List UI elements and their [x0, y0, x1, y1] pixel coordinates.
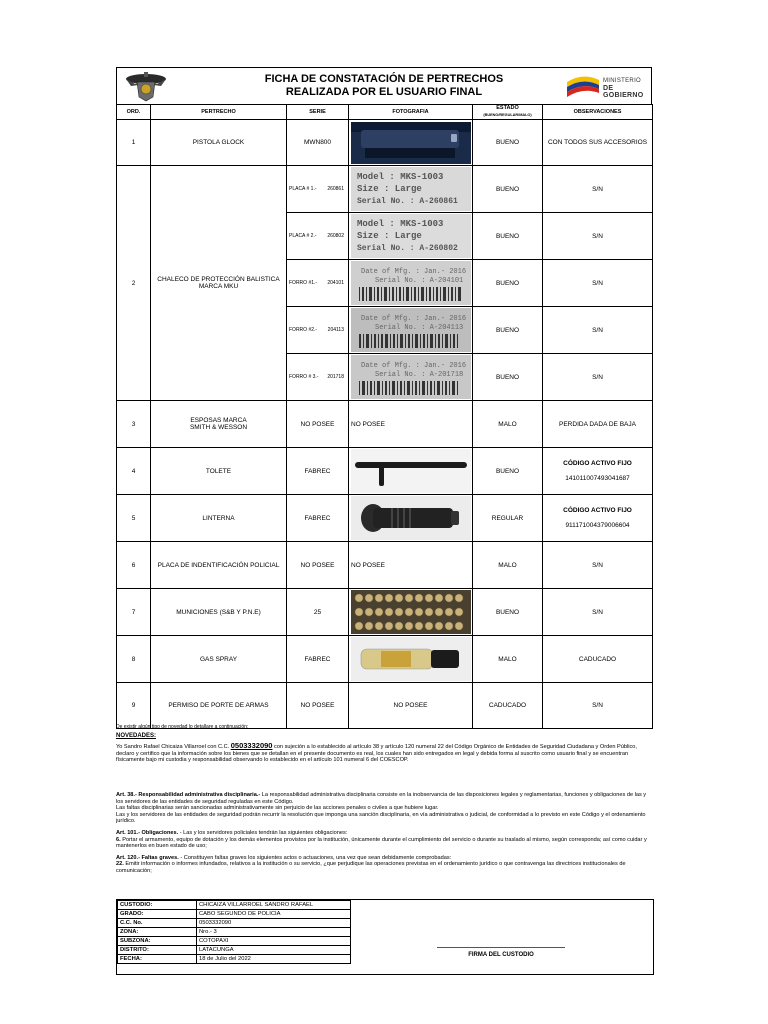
- estado-cell: MALO: [473, 636, 543, 683]
- obs-cell: S/N: [543, 260, 653, 307]
- custody-key: FECHA:: [118, 955, 197, 964]
- photo-cell: [349, 354, 473, 401]
- custody-key: C.C. No.: [118, 919, 197, 928]
- table-row: [118, 937, 351, 946]
- art120-text: - Constituyen faltas graves los siguientes actos o actuaciones, una vez que sean debidamente comprobadas:: [178, 854, 452, 861]
- art120-paragraph: [116, 855, 652, 862]
- photo-cell: NO POSEE: [349, 401, 473, 448]
- serie-cell: MWN800: [287, 120, 349, 166]
- art120-title: Art. 120.- Faltas graves.: [116, 854, 179, 861]
- art38-p3: Las y los servidores de las entidades de seguridad podrán recurrir la resolución que imponga una sanción disciplinaria, en vía administrativa o judicial, de conformidad a lo previsto en este Código y el ordenamiento jurídico.: [116, 811, 646, 825]
- estado-cell: MALO: [473, 401, 543, 448]
- custody-block: [116, 899, 654, 975]
- photo-cell: [349, 120, 473, 166]
- obs-cell: [543, 495, 653, 542]
- serie-label: PLACA # 1.-: [289, 186, 317, 192]
- obs-cell: CON TODOS SUS ACCESORIOS: [543, 120, 653, 166]
- photo-text: Model : MKS-1003: [356, 172, 443, 182]
- estado-cell: MALO: [473, 542, 543, 589]
- custody-key: GRADO:: [118, 910, 197, 919]
- photo-text: Serial No. : A-201718: [374, 371, 463, 379]
- ministry-logo-line-1: MINISTERIO: [603, 78, 642, 84]
- vest-label-photo-icon: [351, 167, 471, 211]
- photo-cell: [349, 213, 473, 260]
- col-pertrecho: PERTRECHO: [151, 105, 287, 120]
- serie-cell: 25: [287, 589, 349, 636]
- custody-key: SUBZONA:: [118, 937, 197, 946]
- photo-text: Serial No. : A-204101: [374, 277, 463, 285]
- photo-text: Date of Mfg. : Jan.- 2016: [360, 268, 466, 276]
- title-line-1: FICHA DE CONSTATACIÓN DE PERTRECHOS: [264, 73, 504, 85]
- flashlight-photo-icon: [351, 496, 471, 540]
- col-estado-label: ESTADO: [496, 105, 519, 111]
- serie-number: 260802: [327, 233, 344, 239]
- table-header-row: [117, 105, 653, 120]
- custody-value: CABO SEGUNDO DE POLICIA: [197, 910, 351, 919]
- novedades-title: NOVEDADES:: [116, 732, 157, 739]
- custody-value: 0503332090: [197, 919, 351, 928]
- estado-cell: BUENO: [473, 448, 543, 495]
- serie-cell: [287, 354, 349, 401]
- obs-cell: S/N: [543, 307, 653, 354]
- table-row: [117, 542, 653, 589]
- table-row: [118, 910, 351, 919]
- table-row: [117, 589, 653, 636]
- photo-text: Size : Large: [356, 231, 422, 241]
- serie-label: PLACA # 2.-: [289, 233, 317, 239]
- item-cell: PISTOLA GLOCK: [151, 120, 287, 166]
- obs-code: 141011007493041687: [565, 475, 630, 482]
- ord-cell: 4: [117, 448, 151, 495]
- ord-cell: 8: [117, 636, 151, 683]
- photo-text: Model : MKS-1003: [356, 219, 443, 229]
- table-row: [118, 928, 351, 937]
- item-cell: CHALECO DE PROTECCIÓN BALISTICA MARCA MKU: [151, 166, 287, 401]
- table-row: [117, 495, 653, 542]
- ord-cell: 9: [117, 683, 151, 729]
- gas-spray-photo-icon: [351, 637, 471, 681]
- obs-cell: S/N: [543, 166, 653, 213]
- ord-cell: 5: [117, 495, 151, 542]
- custody-value: 18 de Julio del 2022: [197, 955, 351, 964]
- ord-cell: 1: [117, 120, 151, 166]
- col-estado-sub: (BUENO/REGULAR/MALO): [483, 113, 532, 117]
- photo-cell: [349, 166, 473, 213]
- ministry-flag-icon: [565, 72, 601, 100]
- serie-cell: FABREC: [287, 636, 349, 683]
- declaration-post: con sujeción a lo establecido al artículo 38 y artículo 120 numeral 22 del Código Orgánico de Entidades de Seguridad Ciudadana y Orden Público, declaro y certifico que la información sobre los bienes que se detallan en el presente documento es real, los cuales han sido entregados en legal y debida forma al suscrito como usuario final y se encuentran físicamente bajo mi custodia y responsabilidad observando lo establecido en el artículo 101 numeral 6 del COESCOP.: [116, 744, 637, 764]
- serie-label: FORRO #1.-: [289, 280, 318, 286]
- serie-label: FORRO #2.-: [289, 327, 318, 333]
- art120-num: 22.: [116, 861, 124, 868]
- serie-cell: [287, 213, 349, 260]
- table-row: [118, 955, 351, 964]
- notes-intro: De existir algún tipo de novedad lo detallare a continuación;: [116, 724, 249, 730]
- ord-cell: 7: [117, 589, 151, 636]
- art38-title: Art. 38.- Responsabilidad administrativa disciplinaria.-: [116, 791, 261, 798]
- title-line-2: REALIZADA POR EL USUARIO FINAL: [285, 86, 483, 98]
- serie-cell: [287, 307, 349, 354]
- ministry-logo: [565, 72, 643, 100]
- photo-cell: [349, 636, 473, 683]
- item-cell: PERMISO DE PORTE DE ARMAS: [151, 683, 287, 729]
- item-cell: [151, 401, 287, 448]
- item-line-2: SMITH & WESSON: [189, 424, 248, 431]
- art101-item-text: Portar el armamento, equipo de dotación y los demás elementos provistos por la institución, únicamente durante el cumplimiento del servicio o durante su traslado al mismo, según corresponda; así como cuidar y mantenerlos en buen estado de uso;: [116, 836, 647, 850]
- custody-value: CHICAIZA VILLARROEL SANDRO RAFAEL: [197, 901, 351, 910]
- estado-cell: BUENO: [473, 307, 543, 354]
- estado-cell: BUENO: [473, 589, 543, 636]
- estado-cell: REGULAR: [473, 495, 543, 542]
- custody-value: COTOPAXI: [197, 937, 351, 946]
- serie-cell: FABREC: [287, 495, 349, 542]
- photo-cell: [349, 448, 473, 495]
- custody-key: CUSTODIO:: [118, 901, 197, 910]
- estado-cell: BUENO: [473, 120, 543, 166]
- ord-cell: 2: [117, 166, 151, 401]
- signature-line: [437, 947, 565, 948]
- serie-number: 204101: [327, 280, 344, 286]
- item-cell: LINTERNA: [151, 495, 287, 542]
- estado-cell: CADUCADO: [473, 683, 543, 729]
- col-serie: SERIE: [287, 105, 349, 120]
- ministry-logo-line-2: DE GOBIERNO: [603, 85, 644, 99]
- form-header: [116, 67, 652, 104]
- art101-text: - Las y los servidores policiales tendrán las siguientes obligaciones:: [178, 829, 348, 836]
- art120-item: [116, 861, 652, 874]
- photo-text: Date of Mfg. : Jan.- 2016: [360, 362, 466, 370]
- ord-cell: 6: [117, 542, 151, 589]
- item-line-1: ESPOSAS MARCA: [190, 417, 247, 424]
- obs-cell: PERDIDA DADA DE BAJA: [543, 401, 653, 448]
- item-cell: GAS SPRAY: [151, 636, 287, 683]
- photo-cell: [349, 307, 473, 354]
- custody-table: [117, 900, 351, 964]
- obs-cell: CADUCADO: [543, 636, 653, 683]
- table-row: [118, 901, 351, 910]
- art38-text: La responsabilidad administrativa disciplinaria consiste en la inobservancia de las disposiciones legales y reglamentarias, funciones y obligaciones de las y los servidores de las entidades de seguridad reguladas en este Código.: [116, 791, 647, 805]
- col-observaciones: OBSERVACIONES: [543, 105, 653, 120]
- art101-paragraph: [116, 830, 652, 837]
- col-ord: ORD.: [117, 105, 151, 120]
- custody-key: DISTRITO:: [118, 946, 197, 955]
- art101-item: [116, 837, 652, 850]
- obs-cell: S/N: [543, 589, 653, 636]
- col-fotografia: FOTOGRAFIA: [349, 105, 473, 120]
- photo-cell: [349, 495, 473, 542]
- obs-title: CÓDIGO ACTIVO FIJO: [563, 460, 632, 467]
- photo-text: Date of Mfg. : Jan.- 2016: [360, 315, 466, 323]
- obs-code: 911171004379006604: [565, 522, 630, 529]
- art38-paragraph: [116, 792, 652, 805]
- signature-label: FIRMA DEL CUSTODIO: [468, 952, 534, 958]
- serie-number: 201718: [327, 374, 344, 380]
- declaration-cc: 0503332090: [230, 741, 273, 751]
- custody-value: Nro.- 3: [197, 928, 351, 937]
- serie-cell: [287, 260, 349, 307]
- table-row: [117, 166, 653, 213]
- table-row: [117, 636, 653, 683]
- vest-label-photo-icon: [351, 308, 471, 352]
- vest-label-photo-icon: [351, 261, 471, 305]
- table-row: [118, 946, 351, 955]
- baton-photo-icon: [351, 449, 471, 493]
- serie-cell: NO POSEE: [287, 683, 349, 729]
- custody-key: ZONA:: [118, 928, 197, 937]
- declaration-pre: Yo Sandro Rafael Chicaiza Villarroel con C.C.: [116, 744, 230, 751]
- table-row: [117, 120, 653, 166]
- custody-value: LATACUNGA: [197, 946, 351, 955]
- estado-cell: BUENO: [473, 213, 543, 260]
- notes-section: [116, 724, 652, 875]
- photo-cell: NO POSEE: [349, 683, 473, 729]
- photo-text: Size : Large: [356, 184, 422, 194]
- photo-text: Serial No. : A-260802: [356, 244, 458, 253]
- estado-cell: BUENO: [473, 166, 543, 213]
- serie-cell: [287, 166, 349, 213]
- serie-cell: FABREC: [287, 448, 349, 495]
- table-row: [117, 683, 653, 729]
- photo-cell: NO POSEE: [349, 542, 473, 589]
- serie-label: FORRO # 3.-: [289, 374, 319, 380]
- table-row: [117, 401, 653, 448]
- obs-cell: S/N: [543, 354, 653, 401]
- photo-text: Serial No. : A-204113: [374, 324, 463, 332]
- item-cell: MUNICIONES (S&B Y P.N.E): [151, 589, 287, 636]
- table-row: [117, 448, 653, 495]
- vest-label-photo-icon: [351, 214, 471, 258]
- obs-cell: S/N: [543, 213, 653, 260]
- obs-cell: S/N: [543, 683, 653, 729]
- photo-text: Serial No. : A-260861: [356, 197, 458, 206]
- obs-title: CÓDIGO ACTIVO FIJO: [563, 507, 632, 514]
- art101-title: Art. 101.- Obligaciones.: [116, 829, 179, 836]
- serie-number: 204113: [327, 327, 344, 333]
- photo-cell: [349, 260, 473, 307]
- equipment-table: [116, 104, 653, 729]
- vest-label-photo-icon: [351, 355, 471, 399]
- item-cell: TOLETE: [151, 448, 287, 495]
- photo-cell: [349, 589, 473, 636]
- pistol-photo-icon: [351, 122, 471, 164]
- item-cell: PLACA DE INDENTIFICACIÓN POLICIAL: [151, 542, 287, 589]
- table-row: [118, 919, 351, 928]
- obs-cell: [543, 448, 653, 495]
- declaration-text: [116, 743, 652, 764]
- obs-cell: S/N: [543, 542, 653, 589]
- estado-cell: BUENO: [473, 354, 543, 401]
- serie-cell: NO POSEE: [287, 542, 349, 589]
- art101-num: 6.: [116, 836, 121, 843]
- serie-cell: NO POSEE: [287, 401, 349, 448]
- estado-cell: BUENO: [473, 260, 543, 307]
- ord-cell: 3: [117, 401, 151, 448]
- serie-number: 260861: [327, 186, 344, 192]
- col-estado: [473, 105, 543, 120]
- ammunition-photo-icon: [351, 590, 471, 634]
- form-sheet: [116, 67, 652, 729]
- art38-p2: Las faltas disciplinarias serán sancionadas administrativamente sin perjuicio de las acciones penales o civiles a que hubiere lugar.: [116, 805, 439, 812]
- art120-item-text: Emitir información o informes infundados, relativos a la institución o su servicio, ¿que perjudique las operaciones previstas en el ordenamiento jurídico o que contravenga las directrices institucionales de comunicación;: [116, 861, 626, 874]
